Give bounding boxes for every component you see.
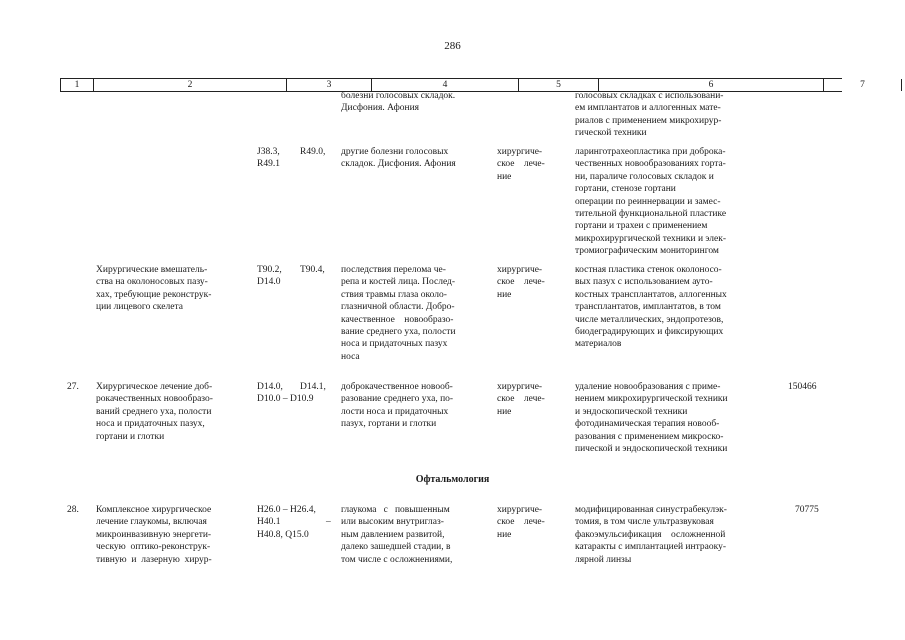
row-27-code-3: D10.0 – D10.9	[257, 394, 314, 405]
row-28-code-dash: –	[326, 517, 331, 528]
row-c-intervention: Хирургические вмешатель- ства на околоносовых пазу- хах, требующие реконструк- ции лицевого скелета	[96, 265, 212, 313]
row-28-number: 28.	[67, 505, 79, 515]
row-b-code-3: R49.1	[257, 159, 280, 170]
row-28-intervention: Комплексное хирургическое лечение глаукомы, включая микроинвазивную энергети- ческую оптико-реконструк- тивную и лазерную хирур-	[96, 505, 212, 565]
row-27-number: 27.	[67, 382, 79, 392]
row-a-diagnosis: болезни голосовых складок. Дисфония. Афония	[341, 91, 456, 114]
row-27-intervention: Хирургическое лечение доб- рокачественных новообразо- ваний среднего уха, полости носа и придаточных пазух, гортани и глотки	[96, 382, 213, 442]
row-27-code-1: D14.0,	[257, 382, 283, 392]
row-b-diagnosis: другие болезни голосовых складок. Дисфония. Афония	[341, 147, 456, 170]
row-b-treatment-type: хирургиче- ское лече- ние	[497, 147, 545, 182]
header-col-4: 4	[371, 79, 518, 91]
row-28-treatment-method: модифицированная синустрабекулэк- томия, в том числе ультразвуковая факоэмульсификация осложненной катаракты с имплантацией интраоку- лярной линзы	[575, 505, 727, 565]
row-c-diagnosis: последствия перелома че- репа и костей лица. Послед- ствия травмы глаза около- глазничной области. Добро- качественное новообразо- вание среднего уха, полости носа и придаточных пазух носа	[341, 265, 456, 362]
header-col-1: 1	[60, 79, 93, 91]
header-col-2: 2	[93, 79, 286, 91]
row-28-diagnosis: глаукома с повышенным или высоким внутриглаз- ным давлением развитой, далеко зашедшей стадии, в том числе с осложнениями,	[341, 505, 453, 565]
row-c-code-1: T90.2,	[257, 265, 282, 275]
header-col-5: 5	[518, 79, 598, 91]
header-col-3: 3	[286, 79, 371, 91]
section-title: Офтальмология	[415, 474, 490, 485]
row-28-treatment-type: хирургиче- ское лече- ние	[497, 505, 545, 540]
row-c-treatment-type: хирургиче- ское лече- ние	[497, 265, 545, 300]
row-c-code-2: T90.4,	[300, 265, 325, 275]
row-27-cost: 150466	[788, 382, 817, 392]
row-27-diagnosis: доброкачественное новооб- разование среднего уха, по- лости носа и придаточных пазух, гортани и глотки	[341, 382, 454, 430]
header-col-6: 6	[598, 79, 823, 91]
page-number: 286	[444, 40, 461, 52]
header-col-7: 7	[823, 79, 902, 91]
row-28-code-1: H26.0 – H26.4,	[257, 505, 316, 515]
row-c-treatment-method: костная пластика стенок околоносо- вых пазух с использованием ауто- костных трансплантатов, аллогенных трансплантатов, имплантатов, в том числе металлических, эндопротезов, биодеградирующих и фиксирующих материалов	[575, 265, 727, 350]
row-a-treatment-method: голосовых складках с использовани- ем имплантатов и аллогенных мате- риалов с применением микрохирур- гической техники	[575, 91, 724, 139]
row-c-code-3: D14.0	[257, 277, 281, 288]
row-27-treatment-method: удаление новообразования с приме- нением микрохирургической техники и эндоскопической техники фотодинамическая терапия новооб- разования с применением микроско- пической и эндоскопической техники	[575, 382, 728, 455]
row-28-code-3: H40.8, Q15.0	[257, 529, 309, 540]
row-b-code-1: J38.3,	[257, 147, 280, 157]
row-27-code-2: D14.1,	[300, 382, 326, 392]
row-b-code-2: R49.0,	[300, 147, 326, 157]
row-b-treatment-method: ларинготрахеопластика при доброка- чественных новообразованиях горта- ни, параличе голосовых складок и гортани, стенозе гортани операции по реиннервации и замес- тительной функциональной пластике гортани и трахеи с применением микрохирургической техники и элек- тромиографическим мониторингом	[575, 147, 727, 257]
row-28-code-2: H40.1	[257, 517, 281, 528]
row-28-cost: 70775	[795, 505, 819, 515]
row-27-treatment-type: хирургиче- ское лече- ние	[497, 382, 545, 417]
